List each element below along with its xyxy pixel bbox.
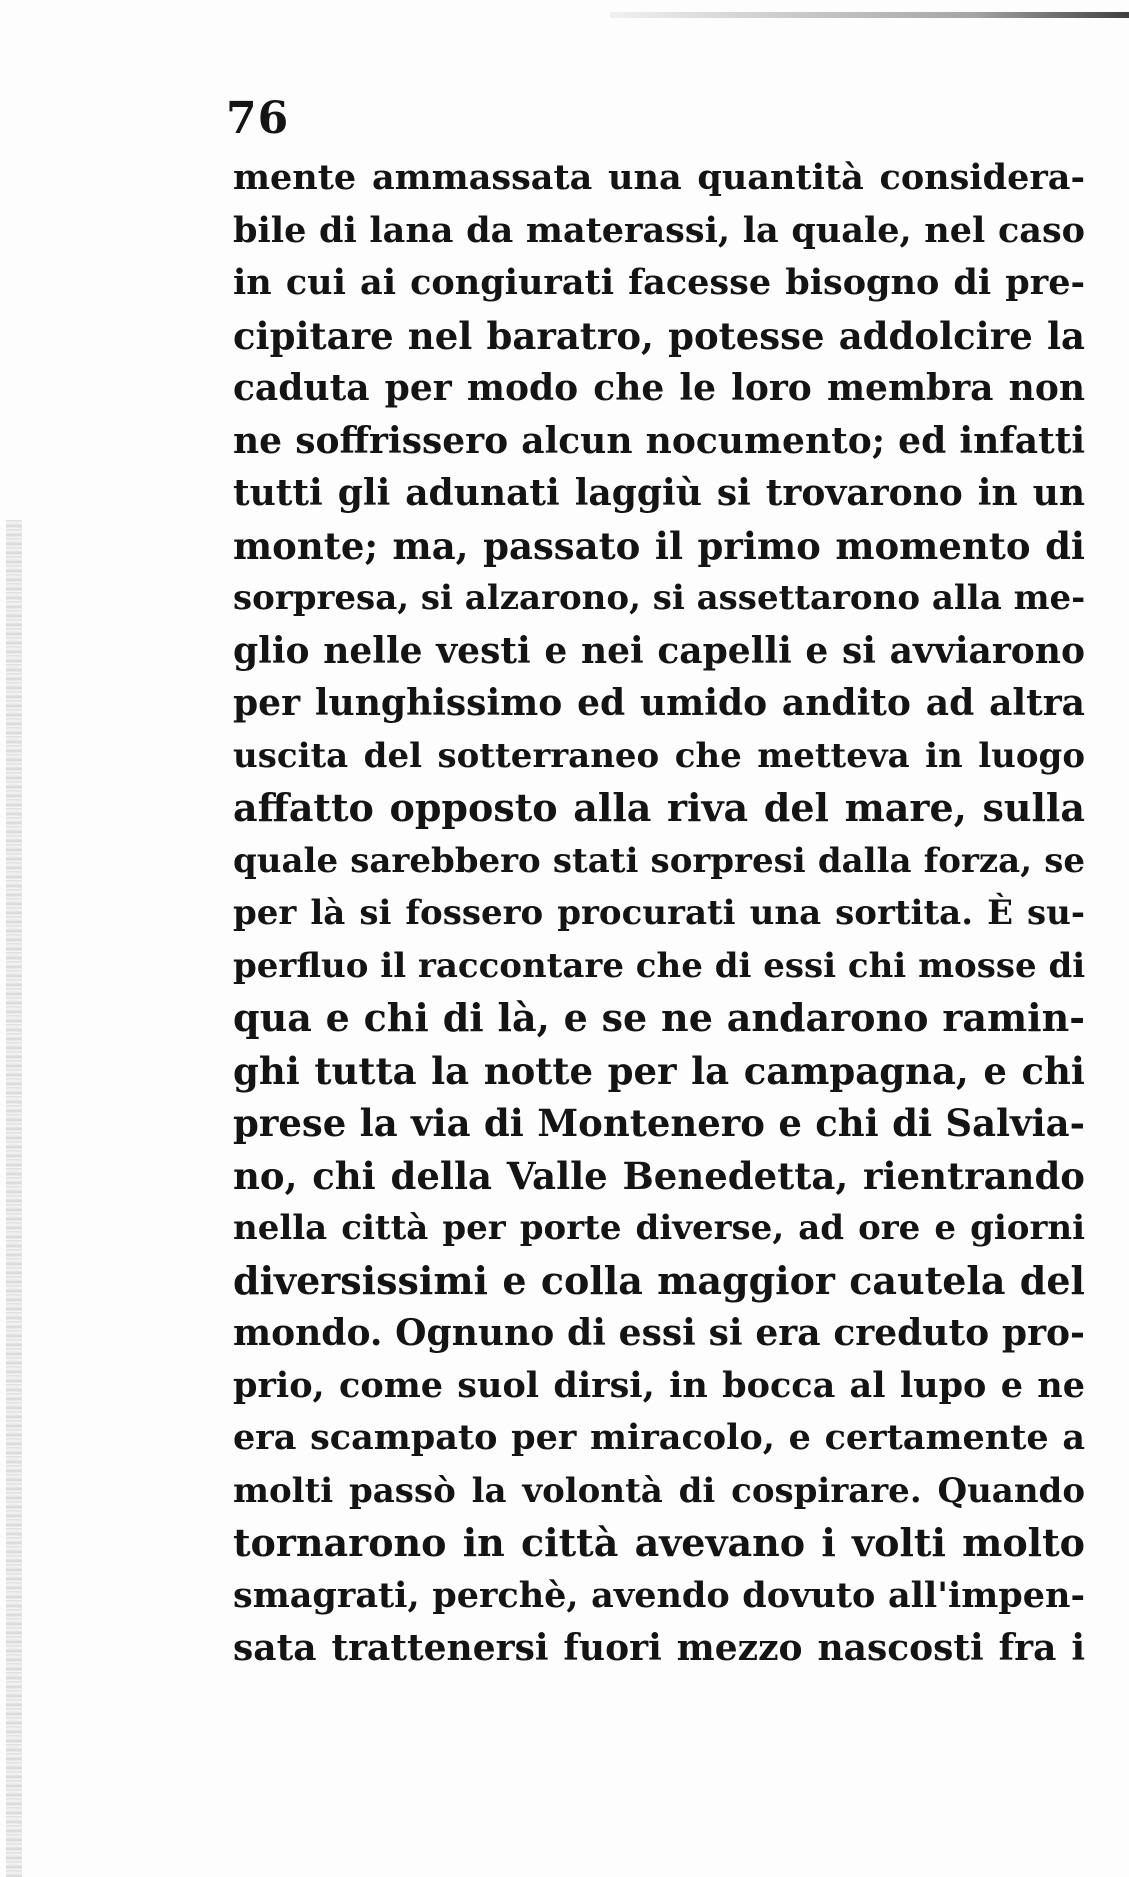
text-line: tornarono in città avevano i volti molto (233, 1520, 1085, 1565)
text-line: quale sarebbero stati sorpresi dalla forza, se (233, 840, 1085, 881)
text-line: monte; ma, passato il primo momento di (233, 523, 1085, 568)
text-line: smagrati, perchè, avendo dovuto all'impen- (233, 1574, 1085, 1616)
text-line: era scampato per miracolo, e certamente a (233, 1417, 1085, 1458)
text-line: diversissimi e colla maggior cautela del (233, 1257, 1085, 1303)
page-number: 76 (226, 93, 290, 144)
text-line: uscita del sotterraneo che metteva in luogo (233, 735, 1085, 776)
text-line: mente ammassata una quantità considera- (233, 157, 1085, 198)
text-line: qua e chi di là, e se ne andarono ramin- (233, 995, 1085, 1040)
text-line: sata trattenersi fuori mezzo nascosti fra i (233, 1627, 1085, 1669)
text-line: ghi tutta la notte per la campagna, e chi (233, 1048, 1085, 1093)
body-text (233, 152, 1085, 1675)
text-line: cipitare nel baratro, potesse addolcire la (233, 313, 1085, 358)
text-line: ne soffrissero alcun nocumento; ed infatti (233, 419, 1085, 462)
text-line: per là si fossero procurati una sortita. È su- (233, 893, 1085, 933)
text-line: mondo. Ognuno di essi si era creduto pro- (233, 1312, 1085, 1354)
text-line: affatto opposto alla riva del mare, sulla (233, 785, 1085, 830)
text-line: sorpresa, si alzarono, si assettarono alla me- (233, 578, 1086, 618)
text-line: tutti gli adunati laggiù si trovarono in un (233, 472, 1085, 514)
text-line: prio, come suol dirsi, in bocca al lupo e ne (233, 1364, 1085, 1406)
scan-edge-top (610, 12, 1129, 18)
text-line: no, chi della Valle Benedetta, rientrando (233, 1153, 1085, 1198)
text-line: prese la via di Montenero e chi di Salvia- (233, 1101, 1085, 1145)
text-line: caduta per modo che le loro membra non (233, 367, 1085, 409)
text-line: bile di lana da materassi, la quale, nel caso (233, 209, 1085, 251)
text-line: glio nelle vesti e nei capelli e si avviarono (233, 629, 1085, 672)
text-line: nella città per porte diverse, ad ore e giorni (233, 1208, 1085, 1248)
text-line: per lunghissimo ed umido andito ad altra (233, 682, 1085, 724)
text-line: molti passò la volontà di cospirare. Quando (233, 1470, 1085, 1511)
text-line: in cui ai congiurati facesse bisogno di pre- (233, 262, 1085, 303)
text-line: perfluo il raccontare che di essi chi mosse di (233, 945, 1086, 986)
scan-edge-left (6, 520, 22, 1877)
